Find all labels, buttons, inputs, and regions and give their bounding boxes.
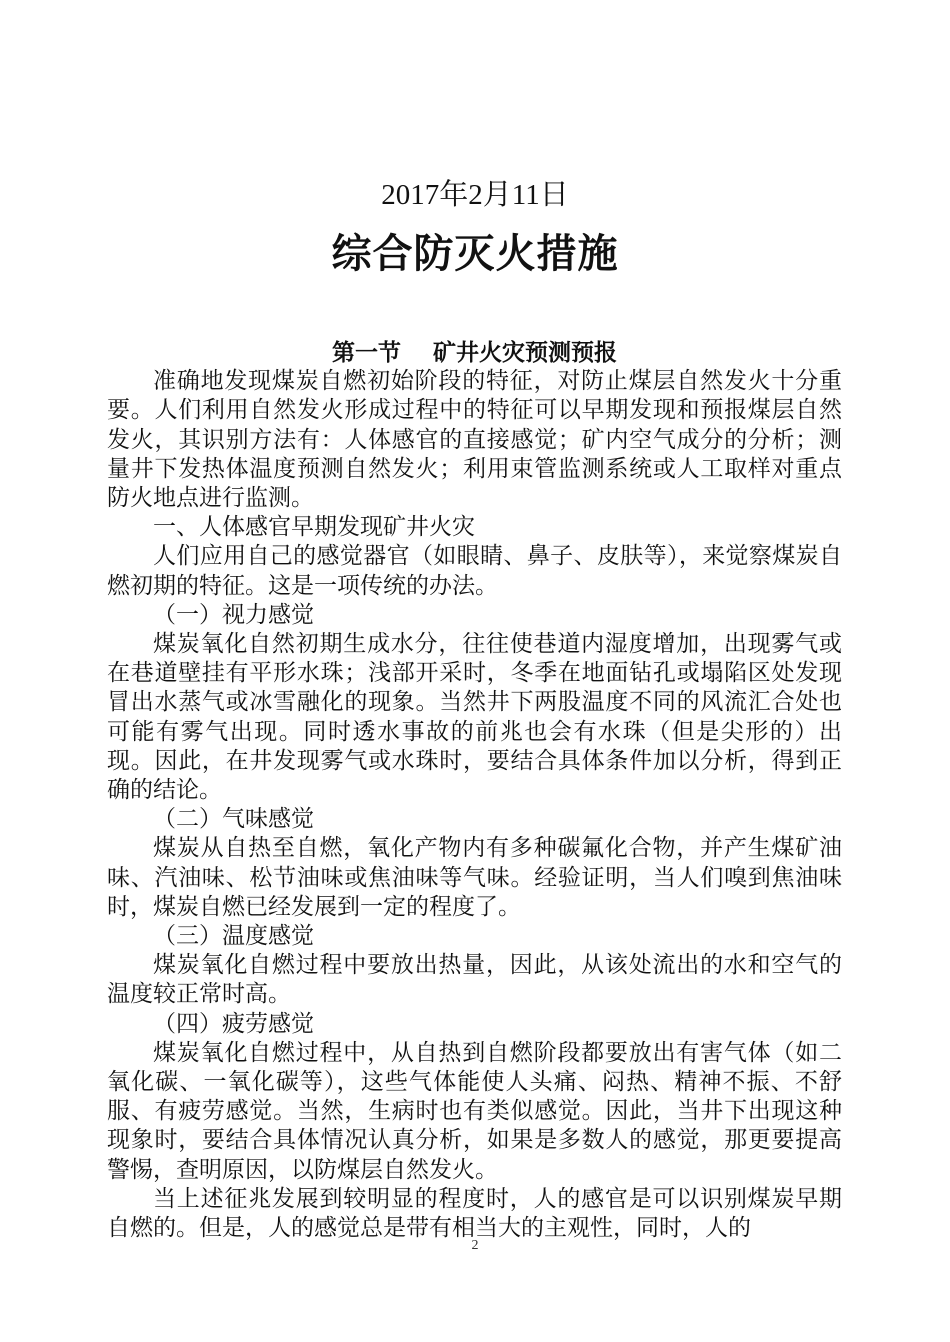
heading-human-senses: 一、人体感官早期发现矿井火灾 bbox=[153, 514, 475, 541]
paragraph-temperature: 煤炭氧化自燃过程中要放出热量，因此，从该处流出的水和空气的温度较正常时高。 bbox=[107, 952, 842, 1008]
paragraph-fatigue: 煤炭氧化自燃过程中，从自热到自燃阶段都要放出有害气体（如二氧化碳、一氧化碳等），这些气体能使人头痛、闷热、精神不振、不舒服、有疲劳感觉。当然，生病时也有类似感觉。因此，当井下出现这种现象时，要结合具体情况认真分析，如果是多数人的感觉，那更要提高警惕，查明原因，以防煤层自然发火。 bbox=[107, 1039, 842, 1183]
section-heading: 第一节 矿井火灾预测预报 bbox=[331, 339, 618, 366]
paragraph-smell: 煤炭从自热至自燃，氧化产物内有多种碳氟化合物，并产生煤矿油味、汽油味、松节油味或焦油味等气味。经验证明，当人们嗅到焦油味时，煤炭自燃已经发展到一定的程度了。 bbox=[107, 835, 842, 920]
page-number: 2 bbox=[471, 1238, 479, 1253]
document-title: 综合防灭火措施 bbox=[331, 231, 619, 277]
heading-smell: （二）气味感觉 bbox=[153, 806, 314, 833]
heading-temperature: （三）温度感觉 bbox=[153, 923, 314, 950]
paragraph-conclusion: 当上述征兆发展到较明显的程度时，人的感官是可以识别煤炭早期自燃的。但是，人的感觉总是带有相当大的主观性，同时，人的 bbox=[107, 1185, 842, 1242]
paragraph-human-senses: 人们应用自己的感觉器官（如眼睛、鼻子、皮肤等），来觉察煤炭自燃初期的特征。这是一项传统的办法。 bbox=[107, 543, 842, 599]
document-date: 2017年2月11日 bbox=[381, 179, 569, 211]
heading-vision: （一）视力感觉 bbox=[153, 601, 314, 628]
paragraph-vision: 煤炭氧化自然初期生成水分，往往使巷道内湿度增加，出现雾气或在巷道壁挂有平形水珠；浅部开采时，冬季在地面钻孔或塌陷区处发现冒出水蒸气或冰雪融化的现象。当然井下两股温度不同的风流汇合处也可能有雾气出现。同时透水事故的前兆也会有水珠（但是尖形的）出现。因此，在井发现雾气或水珠时，要结合具体条件加以分析，得到正确的结论。 bbox=[107, 631, 842, 804]
document-body bbox=[107, 338, 842, 1243]
heading-fatigue: （四）疲劳感觉 bbox=[153, 1010, 314, 1037]
paragraph-intro: 准确地发现煤炭自燃初始阶段的特征，对防止煤层自然发火十分重要。人们利用自然发火形成过程中的特征可以早期发现和预报煤层自然发火，其识别方法有：人体感官的直接感觉；矿内空气成分的分析；测量井下发热体温度预测自然发火；利用束管监测系统或人工取样对重点防火地点进行监测。 bbox=[107, 368, 842, 512]
